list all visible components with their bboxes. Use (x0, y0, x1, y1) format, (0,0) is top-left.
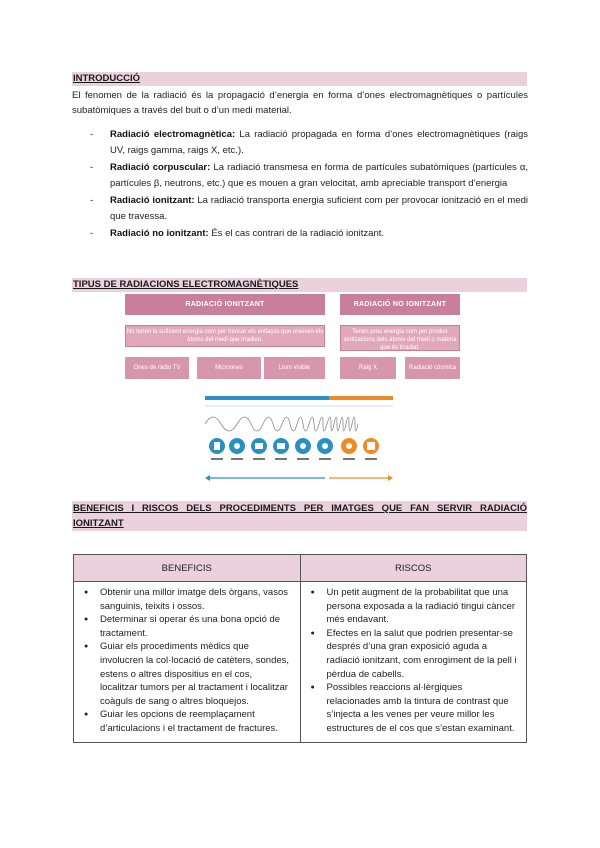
definition-item: - Radiació electromagnètica: La radiació propagada en forma d’ones electromagnètiques (raigs UV, raigs gamma, raigs X, etc.). (90, 127, 528, 158)
intro-definition-list (90, 127, 528, 244)
chip-llum-visible: Llum visible (264, 357, 325, 379)
beneficis-cell (74, 582, 301, 743)
ionitzant-header: RADIACIÓ IONITZANT (125, 294, 325, 315)
ionitzant-description: No tenen la suficient energia com per trencar els enllaços que uneixen els àtoms del medi que irradien. (125, 325, 325, 347)
chip-raig-x: Raig X (340, 357, 396, 379)
tipus-heading: TIPUS DE RADIACIONS ELECTROMAGNÈTIQUES (72, 278, 527, 292)
chip-radiacio-cosmica: Radiació còsmica (405, 357, 460, 379)
no-ionitzant-header: RADIACIÓ NO IONITZANT (340, 294, 460, 315)
list-item: ● Obtenir una millor imatge dels òrgans, vasos sanguinis, teixits i ossos. (82, 586, 292, 613)
list-item: ● Guiar els procediments mèdics que involucren la col·locació de catèters, sondes, estens o altres dispositius en el cos, localitzar tumors per al tractament i localitzar coàguls de sang o altres bloquejos. (82, 640, 292, 708)
list-item: ● Guiar les opcions de reemplaçament d’articulacions i el tractament de fractures. (82, 708, 292, 735)
definition-item: - Radiació ionitzant: La radiació transporta energia suficient com per provocar ionització en el medi que travessa. (90, 193, 528, 224)
electromagnetic-spectrum-image (205, 396, 393, 484)
chip-radio-tv: Ones de ràdio TV (125, 357, 189, 379)
beneficis-heading: BENEFICIS I RISCOS DELS PROCEDIMENTS PER IMATGES QUE FAN SERVIR RADIACIÓ IONITZANT (73, 503, 527, 529)
riscos-cell (300, 582, 527, 743)
column-header-beneficis: BENEFICIS (74, 555, 301, 582)
radiation-types-diagram (125, 294, 525, 384)
definition-item: - Radiació no ionitzant: És el cas contrari de la radiació ionitzant. (90, 226, 528, 242)
list-item: ● Efectes en la salut que podrien presentar-se després d’una gran exposició aguda a radiació ionitzant, com enrogiment de la pell i pèrdua de cabells. (309, 627, 519, 681)
definition-item: - Radiació corpuscular: La radiació transmesa en forma de partícules subatòmiques (partícules α, partícules β, neutrons, etc.) que es mouen a gran velocitat, amb apreciable transport d’energia (90, 160, 528, 191)
chip-microones: Microones (197, 357, 261, 379)
list-item: ● Un petit augment de la probabilitat que una persona exposada a la radiació tingui càncer més endavant. (309, 586, 519, 627)
list-item: ● Possibles reaccions al·lèrgiques relacionades amb la tintura de contrast que s’injecta a les venes per veure millor les estructures de el cos que s’estan examinant. (309, 681, 519, 735)
column-header-riscos: RISCOS (300, 555, 527, 582)
no-ionitzant-description: Tenen prou energia com per produir ionitzacions dels àtoms del medi o materia que és irradiat. (340, 325, 460, 351)
benefits-risks-table (73, 554, 527, 743)
intro-heading: INTRODUCCIÓ (72, 72, 527, 86)
intro-paragraph: El fenomen de la radiació és la propagació d’energia en forma d’ones electromagnètiques o partícules subatòmiques a través del buit o d’un medi material. (72, 90, 528, 116)
list-item: ● Determinar si operar és una bona opció de tractament. (82, 613, 292, 640)
